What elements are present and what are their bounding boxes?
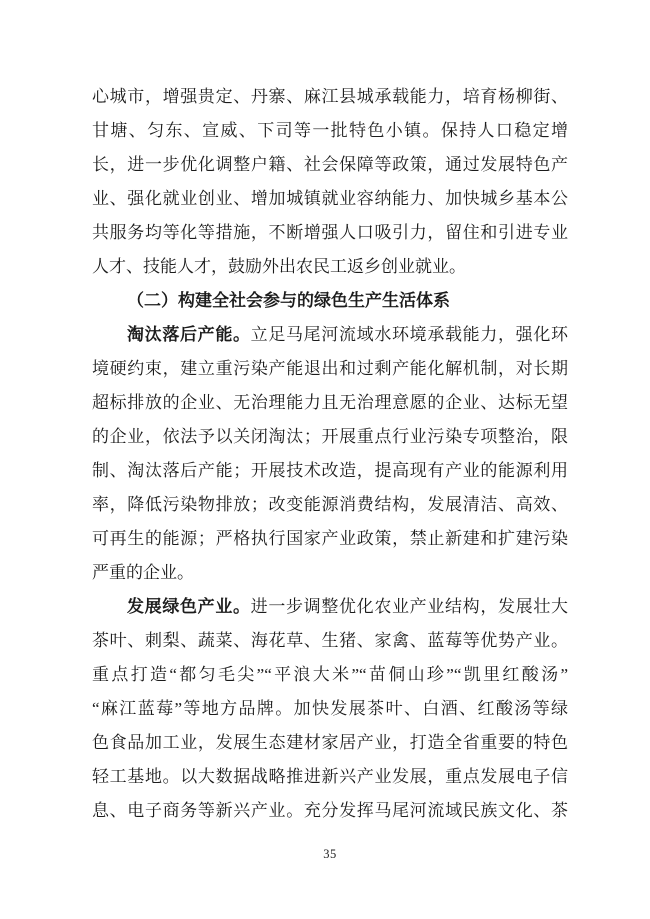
text-line: 可再生的能源；严格执行国家产业政策，禁止新建和扩建污染 bbox=[92, 529, 568, 548]
text-line: 制、淘汰落后产能；开展技术改造，提高现有产业的能源利用 bbox=[92, 461, 568, 480]
text-line: 人才、技能人才，鼓励外出农民工返乡创业就业。 bbox=[92, 257, 466, 276]
text-line: 息、电子商务等新兴产业。充分发挥马尾河流域民族文化、茶 bbox=[92, 801, 568, 820]
text-line: 境硬约束，建立重污染产能退出和过剩产能化解机制，对长期 bbox=[92, 359, 568, 378]
para-eliminate-outdated-capacity bbox=[92, 318, 568, 590]
text-line: “麻江蓝莓”等地方品牌。加快发展茶叶、白酒、红酸汤等绿 bbox=[92, 699, 568, 718]
text-line bbox=[92, 590, 568, 624]
text-line: 心城市，增强贵定、丹寨、麻江县城承载能力，培育杨柳街、 bbox=[92, 87, 568, 106]
text-line: （二）构建全社会参与的绿色生产生活体系 bbox=[127, 291, 450, 310]
section-heading-2 bbox=[92, 284, 568, 318]
page-footer bbox=[92, 845, 568, 863]
document-body bbox=[92, 80, 568, 828]
text-line: 轻工基地。以大数据战略推进新兴产业发展，重点发展电子信 bbox=[92, 767, 568, 786]
text-line: 的企业，依法予以关闭淘汰；开展重点行业污染专项整治，限 bbox=[92, 427, 568, 446]
text-line: 共服务均等化等措施，不断增强人口吸引力，留住和引进专业 bbox=[92, 223, 568, 242]
text-line: 茶叶、刺梨、蔬菜、海花草、生猪、家禽、蓝莓等优势产业。 bbox=[92, 631, 568, 650]
text-line bbox=[92, 318, 568, 352]
text-line: 超标排放的企业、无治理能力且无治理意愿的企业、达标无望 bbox=[92, 393, 568, 412]
text-line: 业、强化就业创业、增加城镇就业容纳能力、加快城乡基本公 bbox=[92, 189, 568, 208]
para-population-urbanization-continued bbox=[92, 80, 568, 284]
text-line: 严重的企业。 bbox=[92, 563, 194, 582]
para-develop-green-industry bbox=[92, 590, 568, 828]
text-line: 长，进一步优化调整户籍、社会保障等政策，通过发展特色产 bbox=[92, 155, 568, 174]
body-text: 立足马尾河流域水环境承载能力，强化环 bbox=[250, 325, 569, 344]
text-line: 率，降低污染物排放；改变能源消费结构，发展清洁、高效、 bbox=[92, 495, 568, 514]
text-line: 重点打造“都匀毛尖”“平浪大米”“苗侗山珍”“凯里红酸汤” bbox=[92, 665, 568, 684]
bold-lead-text: 淘汰落后产能。 bbox=[127, 325, 251, 344]
bold-lead-text: 发展绿色产业。 bbox=[127, 597, 251, 616]
text-line: 色食品加工业，发展生态建材家居产业，打造全省重要的特色 bbox=[92, 733, 568, 752]
text-line: 甘塘、匀东、宣威、下司等一批特色小镇。保持人口稳定增 bbox=[92, 121, 568, 140]
page-number: 35 bbox=[323, 847, 337, 861]
body-text: 进一步调整优化农业产业结构，发展壮大 bbox=[250, 597, 569, 616]
